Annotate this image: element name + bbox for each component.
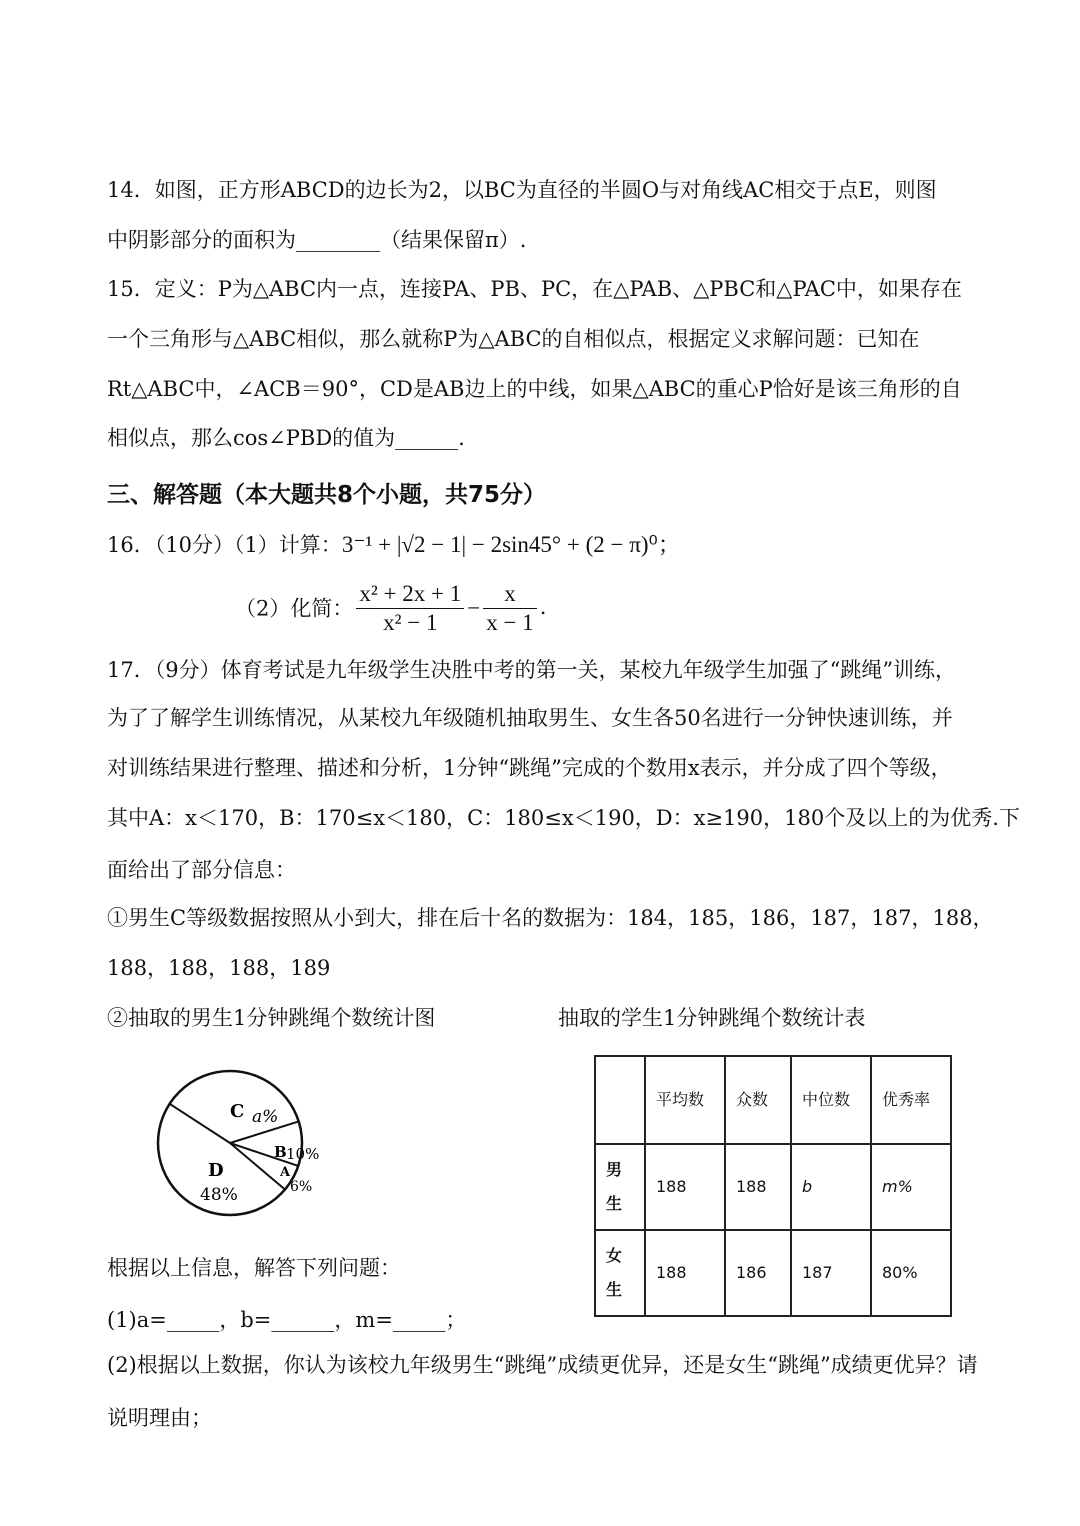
table-header-row <box>595 1056 951 1144</box>
slice-value-d: 48% <box>200 1185 238 1205</box>
q17-line: 188，188，188，189 <box>107 956 331 980</box>
table-row-header: 男生 <box>595 1144 645 1230</box>
fraction-1 <box>356 580 464 637</box>
sub-question-2-line-1: (2)根据以上数据，你认为该校九年级男生“跳绳”成绩更优异，还是女生“跳绳”成绩更优异？请 <box>107 1353 978 1377</box>
pie-chart <box>150 1060 330 1230</box>
q15-line-4: 相似点，那么cos∠PBD的值为______. <box>107 426 465 450</box>
table-header-cell <box>595 1056 645 1144</box>
table-title: 抽取的学生1分钟跳绳个数统计表 <box>558 1006 866 1030</box>
q17-line: 对训练结果进行整理、描述和分析，1分钟“跳绳”完成的个数用x表示，并分成了四个等级， <box>107 756 952 780</box>
statistics-table <box>594 1055 952 1317</box>
table-header-cell: 众数 <box>725 1056 791 1144</box>
q16-part1-expression: 3⁻¹ + |√2 − 1| − 2sin45° + (2 − π)⁰； <box>341 532 681 557</box>
q15-line-1: 15．定义：P为△ABC内一点，连接PA、PB、PC，在△PAB、△PBC和△PAC中，如果存在 <box>107 277 962 301</box>
fraction-2 <box>483 580 536 637</box>
denominator: x² − 1 <box>383 610 438 635</box>
table-row <box>595 1144 951 1230</box>
table-row <box>595 1230 951 1316</box>
table-cell: m% <box>871 1144 951 1230</box>
pie-chart-title: ②抽取的男生1分钟跳绳个数统计图 <box>107 1006 436 1030</box>
table-cell: 80% <box>871 1230 951 1316</box>
table-cell: 186 <box>725 1230 791 1316</box>
table-cell: 188 <box>645 1230 725 1316</box>
q15-line-3: Rt△ABC中，∠ACB＝90°，CD是AB边上的中线，如果△ABC的重心P恰好是该三角形的自 <box>107 377 962 401</box>
q17-line: ①男生C等级数据按照从小到大，排在后十名的数据为：184，185，186，187，187，188， <box>107 906 994 930</box>
q16-part1 <box>107 530 681 560</box>
sub-question-2-line-2: 说明理由； <box>107 1406 212 1430</box>
q14-line-1: 14．如图，正方形ABCD的边长为2，以BC为直径的半圆O与对角线AC相交于点E，则图 <box>107 178 937 202</box>
table-header-cell: 平均数 <box>645 1056 725 1144</box>
slice-label-d: D <box>208 1160 224 1181</box>
prompt-text: 根据以上信息，解答下列问题： <box>107 1256 401 1280</box>
period: . <box>539 595 547 619</box>
table-cell: 188 <box>645 1144 725 1230</box>
table-cell: 188 <box>725 1144 791 1230</box>
slice-value-a: 6% <box>290 1179 313 1195</box>
table-header-cell: 优秀率 <box>871 1056 951 1144</box>
slice-label-a: A <box>280 1165 291 1180</box>
slice-label-b: B <box>274 1143 287 1161</box>
q17-line: 其中A：x＜170，B：170≤x＜180，C：180≤x＜190，D：x≥190，180个及以上的为优秀.下 <box>107 806 1020 830</box>
q15-line-2: 一个三角形与△ABC相似，那么就称P为△ABC的自相似点，根据定义求解问题：已知在 <box>107 327 920 351</box>
q16-part2 <box>235 580 546 637</box>
numerator: x² + 2x + 1 <box>356 580 464 609</box>
q14-line-2: 中阴影部分的面积为________（结果保留π）. <box>107 228 527 252</box>
table-header-cell: 中位数 <box>791 1056 871 1144</box>
section-heading: 三、解答题（本大题共8个小题，共75分） <box>107 482 547 508</box>
slice-boundary <box>170 1104 230 1143</box>
q16-part1-label: 16．（10分）（1）计算： <box>107 533 342 557</box>
sub-question-1: (1)a=_____，b=______，m=_____； <box>107 1308 467 1332</box>
q17-line: 面给出了部分信息： <box>107 858 296 882</box>
table-cell: b <box>791 1144 871 1230</box>
slice-value-c: a% <box>252 1107 279 1127</box>
minus-sign: − <box>467 595 481 621</box>
table-row-header: 女生 <box>595 1230 645 1316</box>
slice-value-b: 10% <box>286 1145 320 1163</box>
q17-line: 为了了解学生训练情况，从某校九年级随机抽取男生、女生各50名进行一分钟快速训练，并 <box>107 706 953 730</box>
q17-line: 17．（9分）体育考试是九年级学生决胜中考的第一关，某校九年级学生加强了“跳绳”训练， <box>107 658 957 682</box>
q16-part2-label: （2）化简： <box>235 596 354 621</box>
table-cell: 187 <box>791 1230 871 1316</box>
denominator: x − 1 <box>486 610 534 635</box>
numerator: x <box>483 580 536 609</box>
slice-label-c: C <box>230 1101 245 1122</box>
